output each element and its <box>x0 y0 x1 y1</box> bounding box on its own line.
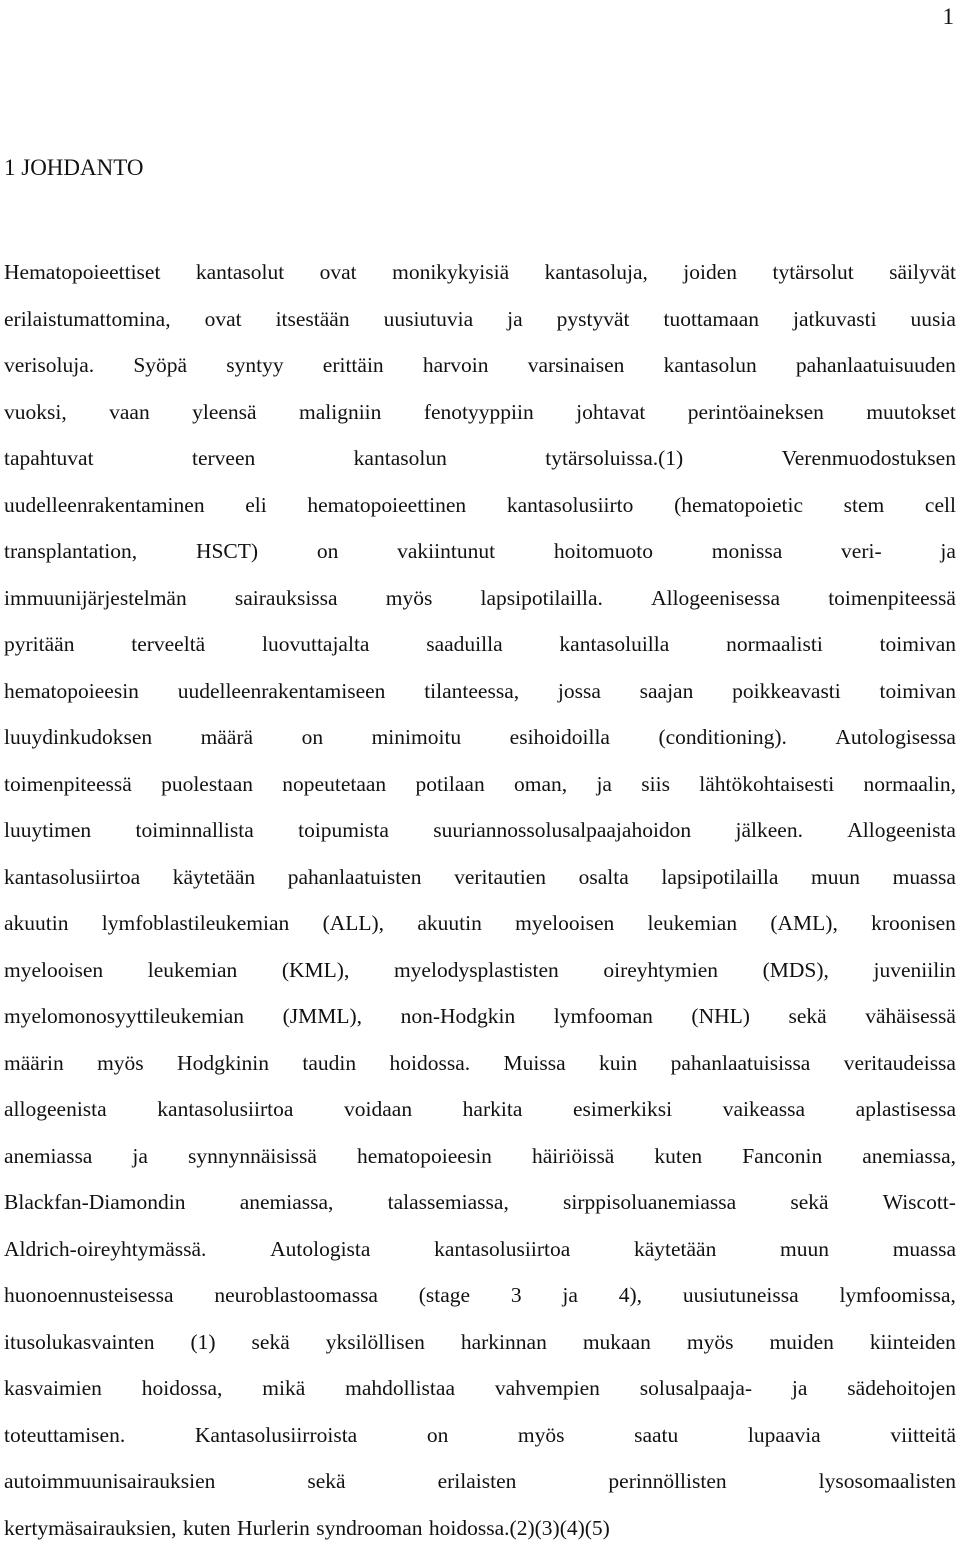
paragraph-line: verisoluja. Syöpä syntyy erittäin harvoin varsinaisen kantasolun pahanlaatuisuuden <box>4 342 956 389</box>
body-paragraph <box>4 249 956 1551</box>
paragraph-line: myelomonosyyttileukemian (JMML), non-Hodgkin lymfooman (NHL) sekä vähäisessä <box>4 993 956 1040</box>
paragraph-line: kantasolusiirtoa käytetään pahanlaatuisten veritautien osalta lapsipotilailla muun muassa <box>4 854 956 901</box>
paragraph-line: hematopoieesin uudelleenrakentamiseen tilanteessa, jossa saajan poikkeavasti toimivan <box>4 668 956 715</box>
paragraph-line: anemiassa ja synnynnäisissä hematopoieesin häiriöissä kuten Fanconin anemiassa, <box>4 1133 956 1180</box>
paragraph-line: akuutin lymfoblastileukemian (ALL), akuutin myelooisen leukemian (AML), kroonisen <box>4 900 956 947</box>
paragraph-line: huonoennusteisessa neuroblastoomassa (stage 3 ja 4), uusiutuneissa lymfoomissa, <box>4 1272 956 1319</box>
paragraph-line: kertymäsairauksien, kuten Hurlerin syndrooman hoidossa.(2)(3)(4)(5) <box>4 1505 956 1551</box>
paragraph-line: tapahtuvat terveen kantasolun tytärsoluissa.(1) Verenmuodostuksen <box>4 435 956 482</box>
paragraph-line: vuoksi, vaan yleensä maligniin fenotyyppiin johtavat perintöaineksen muutokset <box>4 389 956 436</box>
paragraph-line: itusolukasvainten (1) sekä yksilöllisen harkinnan mukaan myös muiden kiinteiden <box>4 1319 956 1366</box>
paragraph-line: kasvaimien hoidossa, mikä mahdollistaa vahvempien solusalpaaja- ja sädehoitojen <box>4 1365 956 1412</box>
paragraph-line: transplantation, HSCT) on vakiintunut hoitomuoto monissa veri- ja <box>4 528 956 575</box>
paragraph-line: luuytimen toiminnallista toipumista suuriannossolusalpaajahoidon jälkeen. Allogeenista <box>4 807 956 854</box>
paragraph-line: uudelleenrakentaminen eli hematopoieettinen kantasolusiirto (hematopoietic stem cell <box>4 482 956 529</box>
paragraph-line: toimenpiteessä puolestaan nopeutetaan potilaan oman, ja siis lähtökohtaisesti normaalin, <box>4 761 956 808</box>
section-heading: 1 JOHDANTO <box>4 154 144 182</box>
paragraph-line: immuunijärjestelmän sairauksissa myös lapsipotilailla. Allogeenisessa toimenpiteessä <box>4 575 956 622</box>
paragraph-line: Blackfan-Diamondin anemiassa, talassemiassa, sirppisoluanemiassa sekä Wiscott- <box>4 1179 956 1226</box>
paragraph-line: Hematopoieettiset kantasolut ovat monikykyisiä kantasoluja, joiden tytärsolut säilyvät <box>4 249 956 296</box>
paragraph-line: autoimmuunisairauksien sekä erilaisten perinnöllisten lysosomaalisten <box>4 1458 956 1505</box>
paragraph-line: luuydinkudoksen määrä on minimoitu esihoidoilla (conditioning). Autologisessa <box>4 714 956 761</box>
paragraph-line: allogeenista kantasolusiirtoa voidaan harkita esimerkiksi vaikeassa aplastisessa <box>4 1086 956 1133</box>
paragraph-line: pyritään terveeltä luovuttajalta saaduilla kantasoluilla normaalisti toimivan <box>4 621 956 668</box>
paragraph-line: määrin myös Hodgkinin taudin hoidossa. Muissa kuin pahanlaatuisissa veritaudeissa <box>4 1040 956 1087</box>
page-number: 1 <box>943 4 955 30</box>
paragraph-line: Aldrich-oireyhtymässä. Autologista kantasolusiirtoa käytetään muun muassa <box>4 1226 956 1273</box>
paragraph-line: toteuttamisen. Kantasolusiirroista on myös saatu lupaavia viitteitä <box>4 1412 956 1459</box>
paragraph-line: erilaistumattomina, ovat itsestään uusiutuvia ja pystyvät tuottamaan jatkuvasti uusia <box>4 296 956 343</box>
paragraph-line: myelooisen leukemian (KML), myelodysplastisten oireyhtymien (MDS), juveniilin <box>4 947 956 994</box>
